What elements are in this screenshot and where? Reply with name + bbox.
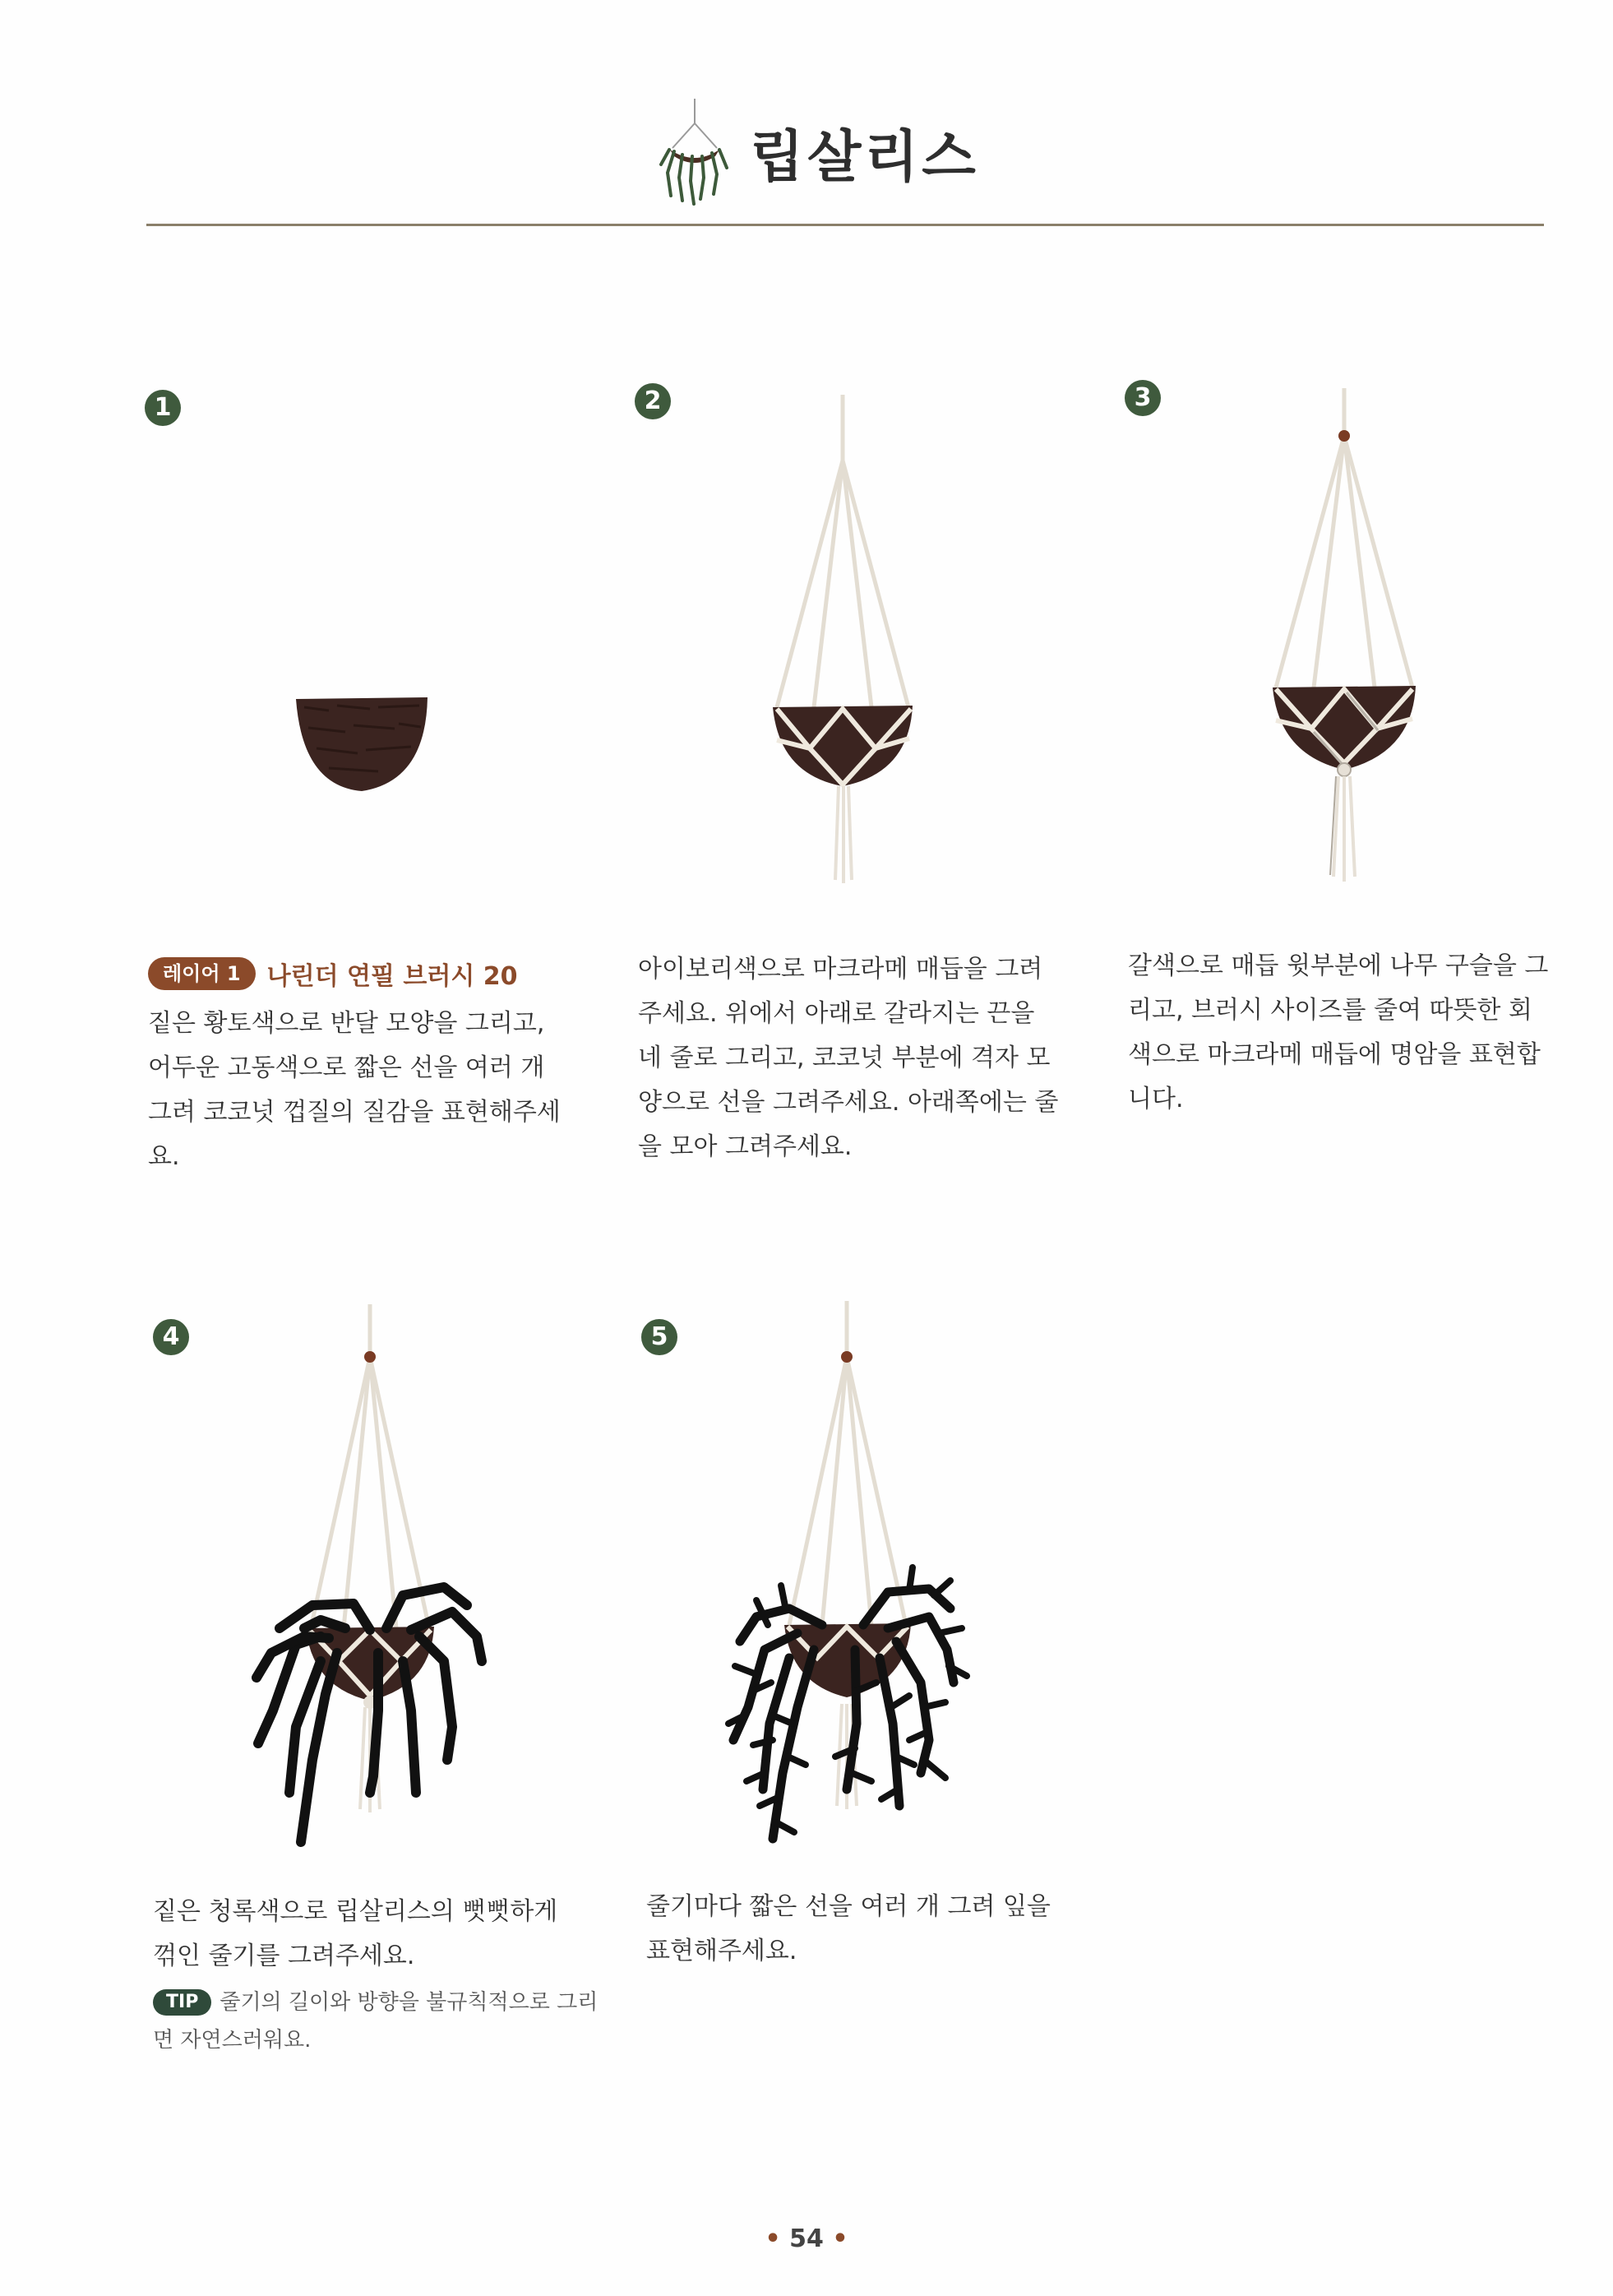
tip-text: 줄기의 길이와 방향을 불규칙적으로 그리면 자연스러워요. [153, 1990, 599, 2053]
step-4-tip [153, 1984, 613, 2059]
wooden-bead [1338, 430, 1350, 442]
step-number-2: 2 [635, 383, 671, 419]
step-3-description: 갈색으로 매듭 윗부분에 나무 구슬을 그리고, 브러시 사이즈를 줄여 따뜻한 회색으로 마크라메 매듭에 명암을 표현합니다. [1128, 951, 1549, 1113]
page-number-dot-right: • [832, 2224, 848, 2253]
step-4-description: 짙은 청록색으로 립살리스의 뻣뻣하게 꺾인 줄기를 그려주세요. [153, 1897, 558, 1970]
page-title: 립살리스 [750, 124, 979, 190]
step-number-4: 4 [153, 1319, 189, 1355]
step-1-description: 짙은 황토색으로 반달 모양을 그리고, 어두운 고동색으로 짧은 선을 여러 개 그려 코코넛 껍질의 질감을 표현해주세요. [148, 1009, 561, 1171]
brush-name: 나린더 연필 브러시 20 [266, 962, 518, 991]
step-2-illustration [765, 387, 921, 896]
step-number-5: 5 [641, 1319, 677, 1355]
step-5-illustration [723, 1296, 970, 1855]
page-number-value: 54 [789, 2224, 824, 2253]
title-divider [146, 224, 1544, 226]
page-number [0, 2224, 1613, 2253]
step-number-1: 1 [145, 390, 181, 426]
page-header [658, 99, 979, 206]
step-2-description: 아이보리색으로 마크라메 매듭을 그려주세요. 위에서 아래로 갈라지는 끈을 네 줄로 그리고, 코코넛 부분에 격자 모양으로 선을 그려주세요. 아래쪽에는 줄을 모아 그려주세요. [638, 955, 1059, 1161]
rhipsalis-title-icon [658, 99, 732, 206]
step-4-illustration [247, 1299, 493, 1859]
step-5-description: 줄기마다 짧은 선을 여러 개 그려 잎을 표현해주세요. [646, 1892, 1051, 1965]
page-number-dot-left: • [765, 2224, 781, 2253]
step-1-illustration [280, 683, 444, 806]
layer-brush-info [148, 956, 518, 992]
tip-badge: TIP [153, 1989, 211, 2016]
layer-badge: 레이어 1 [148, 957, 256, 990]
step-number-3: 3 [1125, 380, 1161, 416]
step-3-illustration [1266, 383, 1422, 893]
